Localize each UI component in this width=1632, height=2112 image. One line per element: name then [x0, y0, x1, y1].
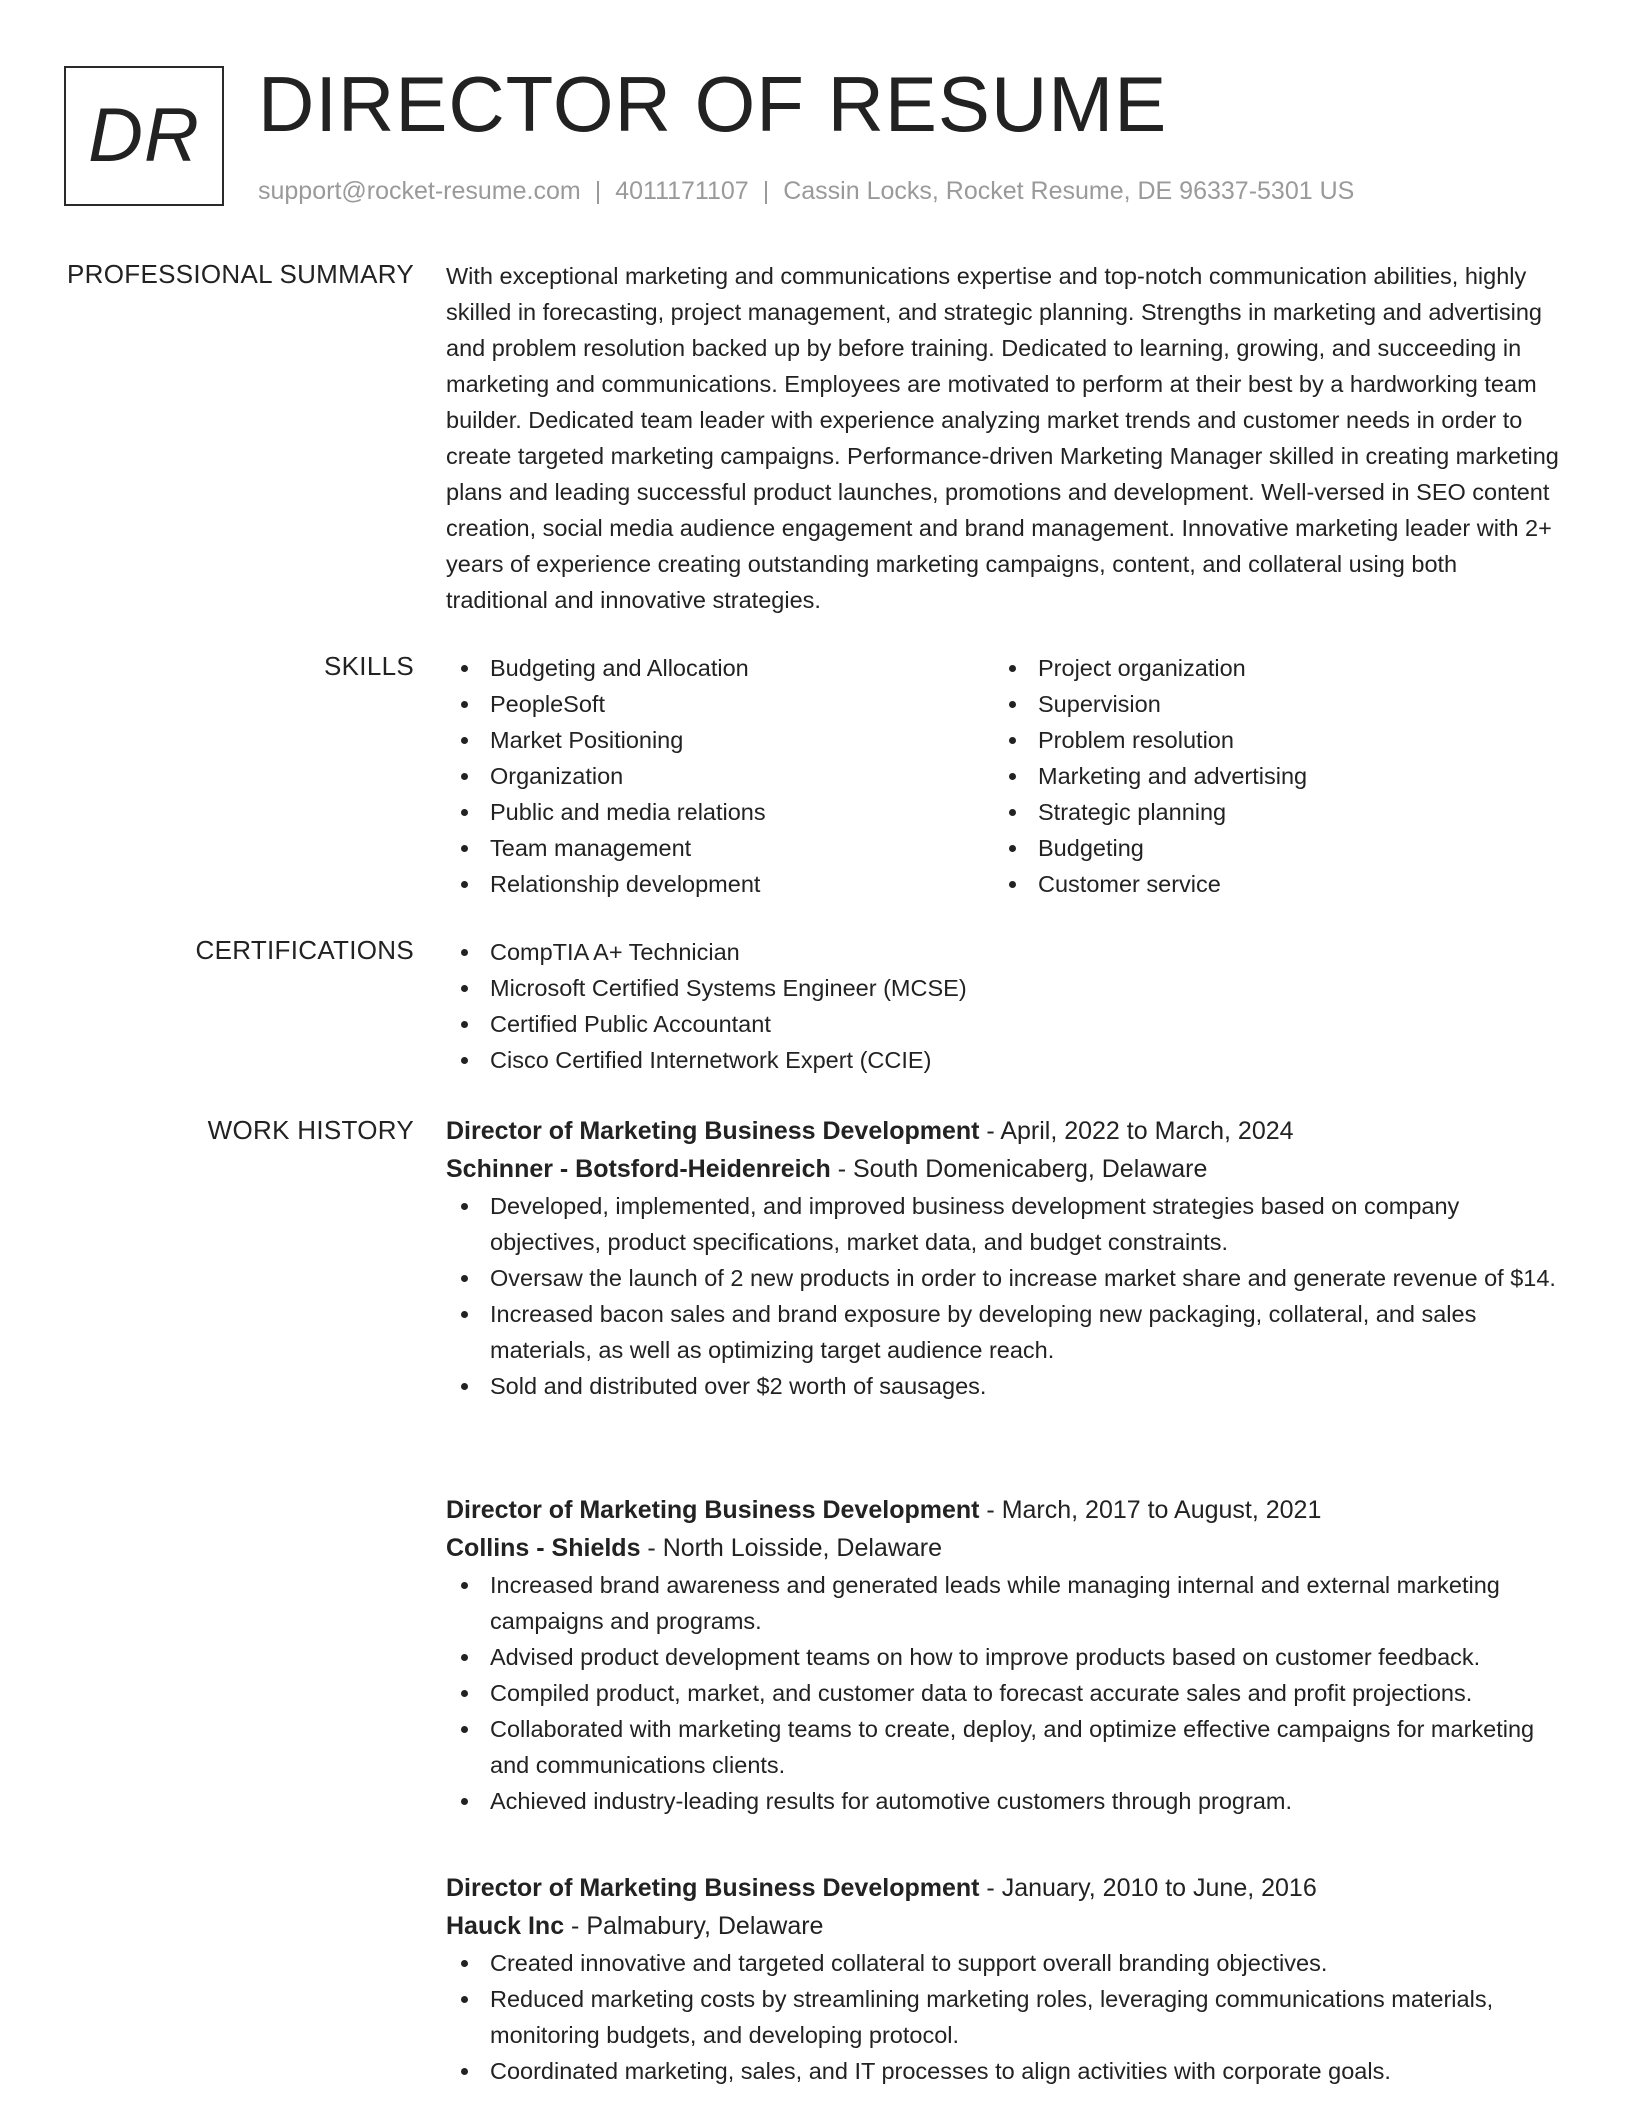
job-dash: - [564, 1912, 587, 1940]
monogram-box [64, 66, 224, 206]
summary-heading: PROFESSIONAL SUMMARY [67, 259, 414, 289]
job-title-line [446, 1869, 1562, 1907]
job-company: Schinner - Botsford-Heidenreich [446, 1155, 831, 1183]
skill-item: Public and media relations [446, 794, 994, 830]
job-entry [446, 1491, 1562, 1819]
summary-body [446, 258, 1562, 618]
job-title-line [446, 1491, 1562, 1529]
skill-item: Budgeting and Allocation [446, 650, 994, 686]
certifications-body [446, 934, 1562, 1078]
job-location: North Loisside, Delaware [662, 1534, 942, 1562]
job-company: Hauck Inc [446, 1912, 565, 1940]
job-dates: March, 2017 to August, 2021 [1001, 1496, 1322, 1524]
job-company: Collins - Shields [446, 1534, 641, 1562]
job-bullet: Created innovative and targeted collateral to support overall branding objectives. [446, 1945, 1562, 1981]
job-entry [446, 1869, 1562, 2089]
job-bullets [446, 1567, 1562, 1819]
job-bullet: Collaborated with marketing teams to create, deploy, and optimize effective campaigns for marketing and communications clients. [446, 1711, 1562, 1783]
job-bullet: Sold and distributed over $2 worth of sausages. [446, 1368, 1562, 1404]
skills-list-left [446, 650, 994, 902]
job-bullet: Reduced marketing costs by streamlining marketing roles, leveraging communications materials, monitoring budgets, and developing protocol. [446, 1981, 1562, 2053]
skill-item: Customer service [994, 866, 1542, 902]
certification-item: Certified Public Accountant [446, 1006, 1562, 1042]
job-dash: - [979, 1117, 1001, 1145]
skill-item: Team management [446, 830, 994, 866]
job-bullet: Increased bacon sales and brand exposure by developing new packaging, collateral, and sales materials, as well as optimizing target audience reach. [446, 1296, 1562, 1368]
skill-item: Supervision [994, 686, 1542, 722]
job-bullet: Developed, implemented, and improved business development strategies based on company objectives, product specifications, market data, and budget constraints. [446, 1188, 1562, 1260]
resume-name: DIRECTOR OF RESUME [258, 60, 1168, 148]
job-location: South Domenicaberg, Delaware [852, 1155, 1208, 1183]
job-bullets [446, 1188, 1562, 1404]
job-position: Director of Marketing Business Development [446, 1874, 980, 1902]
summary-text: With exceptional marketing and communications expertise and top-notch communication abilities, highly skilled in forecasting, project management, and strategic planning. Strengths in marketing and advertising and problem resolution backed up by before training. Dedicated to learning, growing, and succeeding in marketing and communications. Employees are motivated to perform at their best by a hardworking team builder. Dedicated team leader with experience analyzing market trends and customer needs in order to create targeted marketing campaigns. Performance-driven Marketing Manager skilled in creating marketing plans and leading successful product launches, promotions and development. Well-versed in SEO content creation, social media audience engagement and brand management. Innovative marketing leader with 2+ years of experience creating outstanding marketing campaigns, content, and collateral using both traditional and innovative strategies. [446, 263, 1559, 613]
job-bullet: Achieved industry-leading results for automotive customers through program. [446, 1783, 1562, 1819]
skill-item: Relationship development [446, 866, 994, 902]
contact-separator: | [594, 177, 602, 205]
contact-line [258, 176, 1354, 206]
job-position: Director of Marketing Business Development [446, 1117, 980, 1145]
skill-item: Strategic planning [994, 794, 1542, 830]
job-title-line [446, 1112, 1562, 1150]
skill-item: PeopleSoft [446, 686, 994, 722]
job-dash: - [979, 1496, 1002, 1524]
certification-item: CompTIA A+ Technician [446, 934, 1562, 970]
job-bullets [446, 1945, 1562, 2089]
job-bullet: Advised product development teams on how to improve products based on customer feedback. [446, 1639, 1562, 1675]
job-bullet: Oversaw the launch of 2 new products in order to increase market share and generate revenue of $14. [446, 1260, 1562, 1296]
skill-item: Problem resolution [994, 722, 1542, 758]
job-position: Director of Marketing Business Development [446, 1496, 980, 1524]
skills-list-right [994, 650, 1542, 902]
job-dash: - [979, 1874, 1002, 1902]
contact-separator: | [762, 177, 770, 205]
skill-item: Organization [446, 758, 994, 794]
certifications-list [446, 934, 1562, 1078]
job-bullet: Coordinated marketing, sales, and IT processes to align activities with corporate goals. [446, 2053, 1562, 2089]
contact-email[interactable]: support@rocket-resume.com [258, 177, 581, 205]
work-history-heading: WORK HISTORY [207, 1115, 414, 1145]
skill-item: Project organization [994, 650, 1542, 686]
job-dates: April, 2022 to March, 2024 [1000, 1117, 1294, 1145]
skills-body [446, 650, 1562, 902]
contact-phone[interactable]: 4011171107 [615, 177, 749, 205]
job-entry [446, 1112, 1562, 1404]
certification-item: Cisco Certified Internetwork Expert (CCIE) [446, 1042, 1562, 1078]
skill-item: Marketing and advertising [994, 758, 1542, 794]
job-location: Palmabury, Delaware [586, 1912, 824, 1940]
job-bullet: Compiled product, market, and customer data to forecast accurate sales and profit projections. [446, 1675, 1562, 1711]
certification-item: Microsoft Certified Systems Engineer (MCSE) [446, 970, 1562, 1006]
certifications-heading: CERTIFICATIONS [195, 935, 414, 965]
skills-heading: SKILLS [324, 651, 414, 681]
job-company-line [446, 1907, 1562, 1945]
job-dash: - [640, 1534, 663, 1562]
job-dates: January, 2010 to June, 2016 [1001, 1874, 1317, 1902]
job-company-line [446, 1529, 1562, 1567]
job-bullet: Increased brand awareness and generated leads while managing internal and external marketing campaigns and programs. [446, 1567, 1562, 1639]
skill-item: Market Positioning [446, 722, 994, 758]
contact-address: Cassin Locks, Rocket Resume, DE 96337-5301 US [783, 177, 1355, 205]
monogram-initials: DR [88, 93, 200, 178]
job-dash: - [830, 1155, 853, 1183]
skill-item: Budgeting [994, 830, 1542, 866]
job-company-line [446, 1150, 1562, 1188]
